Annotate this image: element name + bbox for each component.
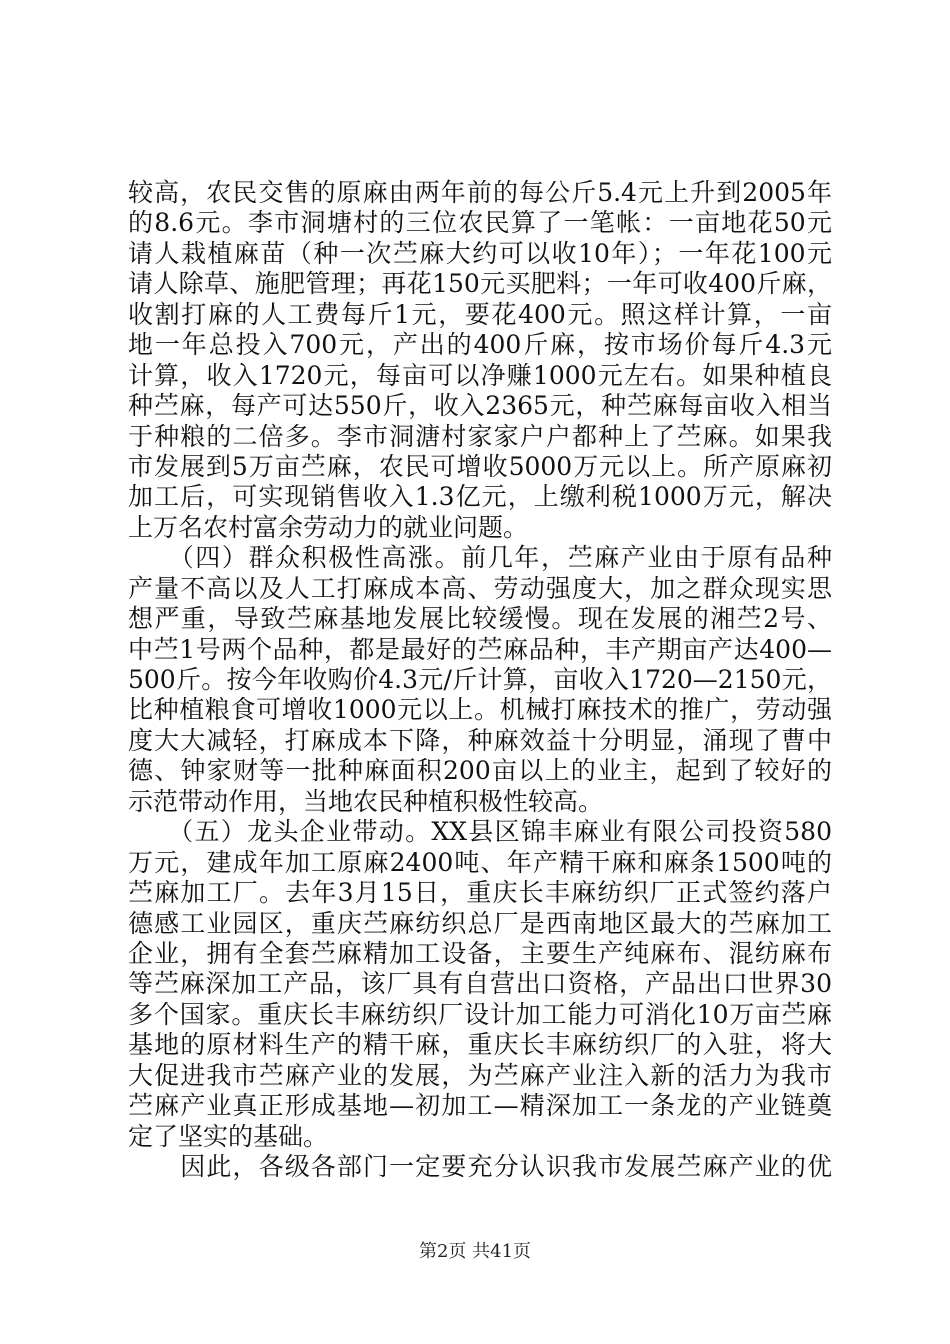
- body-text-line: 德感工业园区，重庆苎麻纺织总厂是西南地区最大的苎麻加工: [128, 909, 832, 938]
- body-text-line: 产量不高以及人工打麻成本高、劳动强度大，加之群众现实思: [128, 574, 832, 603]
- body-text-line: 收割打麻的人工费每斤1元，要花400元。照这样计算，一亩: [128, 300, 832, 329]
- body-text-line: 种苎麻，每产可达550斤，收入2365元，种苎麻每亩收入相当: [128, 391, 832, 420]
- body-text-line: 万元，建成年加工原麻2400吨、年产精干麻和麻条1500吨的: [128, 848, 832, 877]
- body-text-line: （五）龙头企业带动。XX县区锦丰麻业有限公司投资580: [128, 817, 832, 846]
- body-text-line: 请人除草、施肥管理；再花150元买肥料；一年可收400斤麻，: [128, 269, 832, 298]
- body-text-line: 加工后，可实现销售收入1.3亿元，上缴利税1000万元，解决: [128, 482, 832, 511]
- body-text-line: 度大大减轻，打麻成本下降，种麻效益十分明显，涌现了曹中: [128, 726, 832, 755]
- body-text-line: 请人栽植麻苗（种一次苎麻大约可以收10年）；一年花100元: [128, 239, 832, 268]
- body-text-line: 德、钟家财等一批种麻面积200亩以上的业主，起到了较好的: [128, 756, 832, 785]
- body-text-line: 大促进我市苎麻产业的发展，为苎麻产业注入新的活力为我市: [128, 1061, 832, 1090]
- body-text-line: 苎麻加工厂。去年3月15日，重庆长丰麻纺织厂正式签约落户: [128, 878, 832, 907]
- body-text-line: 等苎麻深加工产品，该厂具有自营出口资格，产品出口世界30: [128, 969, 832, 998]
- body-text-line: 500斤。按今年收购价4.3元/斤计算，亩收入1720—2150元，: [128, 665, 832, 694]
- body-text-line: 企业，拥有全套苎麻精加工设备，主要生产纯麻布、混纺麻布: [128, 939, 832, 968]
- body-text-line: 示范带动作用，当地农民种植积极性较高。: [128, 787, 604, 816]
- body-text-line: 于种粮的二倍多。李市洞溏村家家户户都种上了苎麻。如果我: [128, 422, 832, 451]
- body-text-line: 苎麻产业真正形成基地—初加工—精深加工一条龙的产业链奠: [128, 1091, 832, 1120]
- body-text-line: 的8.6元。李市洞塘村的三位农民算了一笔帐：一亩地花50元: [128, 208, 832, 237]
- body-text-line: 多个国家。重庆长丰麻纺织厂设计加工能力可消化10万亩苎麻: [128, 1000, 832, 1029]
- body-text-line: 因此，各级各部门一定要充分认识我市发展苎麻产业的优: [128, 1152, 832, 1181]
- body-text-line: 地一年总投入700元，产出的400斤麻，按市场价每斤4.3元: [128, 330, 832, 359]
- body-text-line: 中苎1号两个品种，都是最好的苎麻品种，丰产期亩产达400—: [128, 635, 832, 664]
- body-text-line: 基地的原材料生产的精干麻，重庆长丰麻纺织厂的入驻，将大: [128, 1030, 832, 1059]
- body-text-line: 市发展到5万亩苎麻，农民可增收5000万元以上。所产原麻初: [128, 452, 832, 481]
- body-text-line: 比种植粮食可增收1000元以上。机械打麻技术的推广，劳动强: [128, 695, 832, 724]
- body-text-line: 较高，农民交售的原麻由两年前的每公斤5.4元上升到2005年: [128, 178, 832, 207]
- page-number-footer: 第2页 共41页: [418, 1241, 532, 1262]
- body-text-line: 计算，收入1720元，每亩可以净赚1000元左右。如果种植良: [128, 361, 832, 390]
- body-text-line: 上万名农村富余劳动力的就业问题。: [128, 513, 529, 542]
- body-text-line: （四）群众积极性高涨。前几年，苎麻产业由于原有品种: [128, 543, 832, 572]
- body-text-line: 定了坚实的基础。: [128, 1122, 329, 1151]
- body-text-line: 想严重，导致苎麻基地发展比较缓慢。现在发展的湘苎2号、: [128, 604, 832, 633]
